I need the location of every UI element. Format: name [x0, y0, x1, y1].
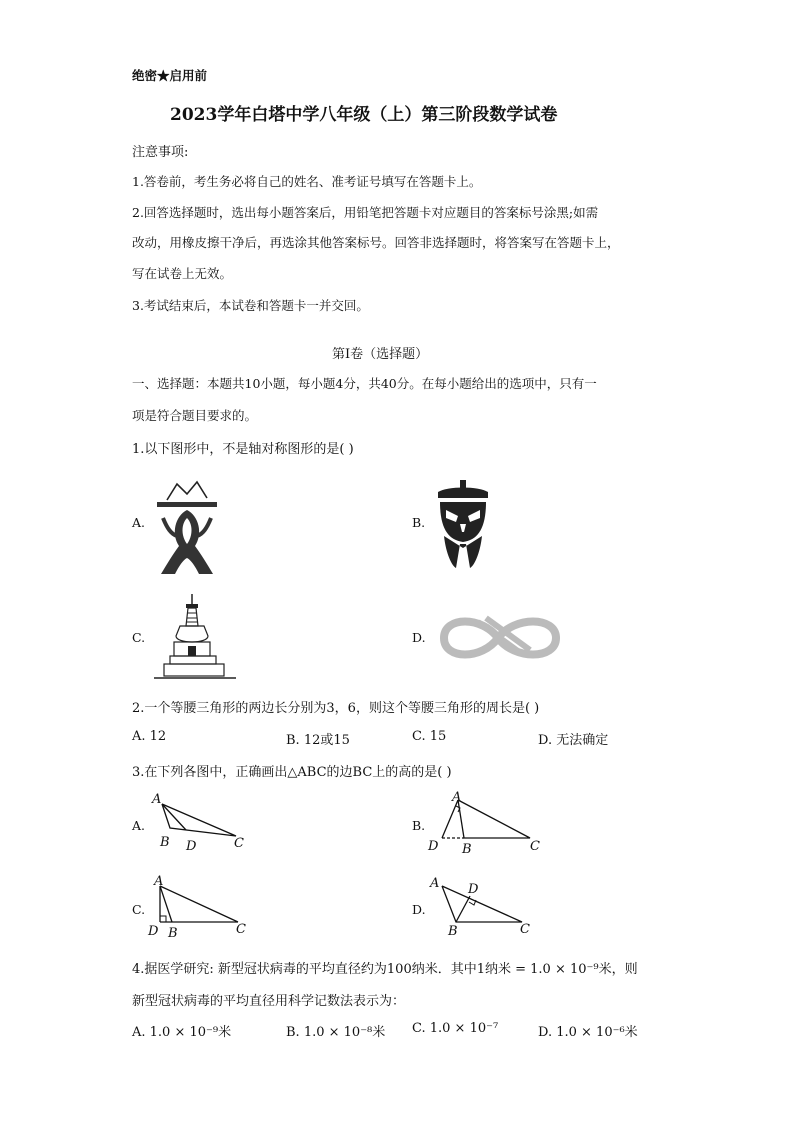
secret-label: 绝密★启用前	[132, 68, 208, 83]
notice-item-2-line-1: 2.回答选择题时，选出每小题答案后，用铅笔把答题卡对应题目的答案标号涂黑;如需	[132, 205, 599, 220]
q1-figure-b	[434, 478, 492, 570]
q3-option-a-label: A.	[132, 818, 146, 833]
q1-option-d-label: D.	[412, 630, 426, 645]
q3-option-b-label: B.	[412, 818, 426, 833]
q1-option-b-label: B.	[412, 515, 426, 530]
q3-c-vertex-d: D	[148, 924, 159, 939]
q4-option-c: C. 1.0 × 10⁻⁷	[412, 1021, 499, 1036]
page-title: 2023学年白塔中学八年级（上）第三阶段数学试卷	[170, 105, 558, 125]
notice-item-3: 3.考试结束后，本试卷和答题卡一并交回。	[132, 298, 369, 313]
q1-figure-d	[438, 608, 562, 668]
q2-option-c: C. 15	[412, 729, 447, 744]
q3-c-vertex-b: B	[168, 926, 178, 941]
q4-option-b: B. 1.0 × 10⁻⁸米	[286, 1025, 386, 1040]
q3-d-vertex-a: A	[430, 876, 440, 891]
q1-figure-c	[152, 592, 238, 682]
q3-d-vertex-b: B	[448, 924, 458, 939]
q4-option-a: A. 1.0 × 10⁻⁹米	[132, 1025, 232, 1040]
q3-b-vertex-b: B	[462, 842, 472, 857]
q3-b-vertex-c: C	[530, 839, 540, 854]
section-instruction-line-1: 一、选择题：本题共10小题，每小题4分，共40分。在每小题给出的选项中，只有一	[132, 376, 597, 391]
q2-stem: 2.一个等腰三角形的两边长分别为3，6，则这个等腰三角形的周长是( )	[132, 701, 540, 716]
q3-a-vertex-b: B	[160, 835, 170, 850]
q1-figure-a	[155, 472, 219, 578]
section-instruction-line-2: 项是符合题目要求的。	[132, 408, 258, 423]
q3-a-vertex-a: A	[152, 792, 162, 807]
q2-option-d: D. 无法确定	[538, 733, 609, 748]
q3-d-vertex-d: D	[468, 882, 479, 897]
q3-a-vertex-c: C	[234, 836, 244, 851]
notice-item-2-line-2: 改动，用橡皮擦干净后，再选涂其他答案标号。回答非选择题时，将答案写在答题卡上，	[132, 235, 620, 250]
q3-a-vertex-d: D	[186, 839, 197, 854]
q4-stem-line-2: 新型冠状病毒的平均直径用科学记数法表示为：	[132, 994, 406, 1009]
q3-c-vertex-c: C	[236, 922, 246, 937]
q2-option-b: B. 12或15	[286, 733, 350, 748]
q3-d-vertex-c: C	[520, 922, 530, 937]
q3-stem: 3.在下列各图中，正确画出△ABC的边BC上的高的是( )	[132, 765, 452, 780]
q3-option-c-label: C.	[132, 902, 146, 917]
notice-item-1: 1.答卷前，考生务必将自己的姓名、准考证号填写在答题卡上。	[132, 174, 482, 189]
notice-heading: 注意事项:	[132, 145, 189, 160]
q3-option-d-label: D.	[412, 902, 426, 917]
q4-option-d: D. 1.0 × 10⁻⁶米	[538, 1025, 638, 1040]
q1-option-c-label: C.	[132, 630, 146, 645]
q3-b-vertex-a: A	[452, 790, 462, 805]
q3-c-vertex-a: A	[154, 874, 164, 889]
q4-stem-line-1: 4.据医学研究: 新型冠状病毒的平均直径约为100纳米．其中1纳米 = 1.0 × 10⁻⁹米，则	[132, 962, 638, 977]
q3-b-vertex-d: D	[428, 839, 439, 854]
q1-stem: 1.以下图形中，不是轴对称图形的是( )	[132, 442, 354, 457]
notice-item-2-line-3: 写在试卷上无效。	[132, 266, 233, 281]
q1-option-a-label: A.	[132, 515, 146, 530]
q2-option-a: A. 12	[132, 729, 167, 744]
section-heading: 第I卷（选择题）	[332, 347, 429, 362]
